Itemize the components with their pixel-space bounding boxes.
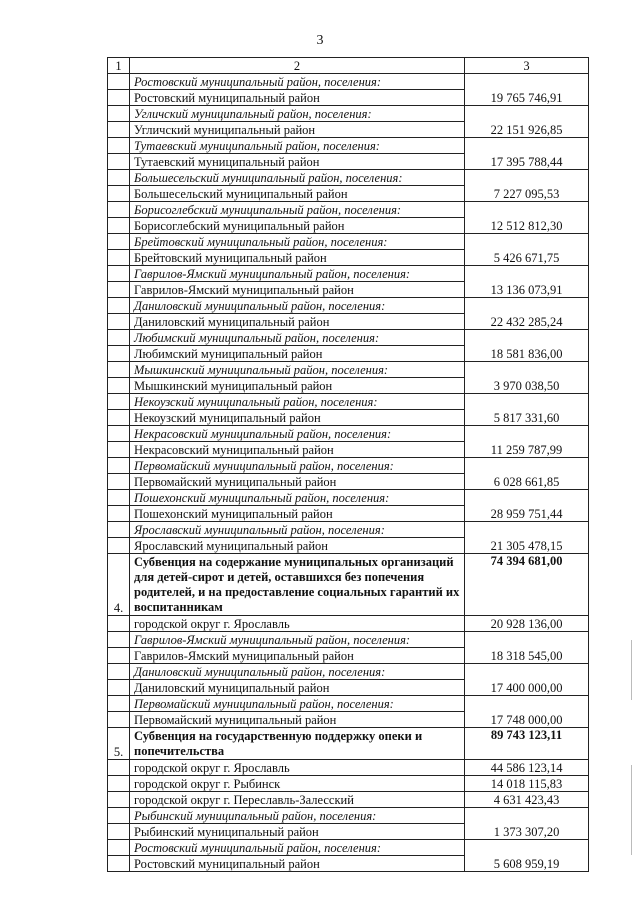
amount-cell bbox=[465, 632, 589, 648]
amount-cell: 14 018 115,83 bbox=[465, 776, 589, 792]
amount-cell bbox=[465, 138, 589, 154]
amount-cell: 89 743 123,11 bbox=[465, 728, 589, 760]
amount-cell bbox=[465, 808, 589, 824]
amount-cell: 13 136 073,91 bbox=[465, 282, 589, 298]
table-row bbox=[108, 442, 589, 458]
table-row bbox=[108, 186, 589, 202]
row-label: Любимский муниципальный район bbox=[130, 346, 465, 362]
amount-cell: 44 586 123,14 bbox=[465, 760, 589, 776]
row-number: 4. bbox=[108, 554, 130, 616]
table-row bbox=[108, 250, 589, 266]
table-row bbox=[108, 474, 589, 490]
section-row bbox=[108, 728, 589, 760]
subheading-label: Некрасовский муниципальный район, поселения: bbox=[130, 426, 465, 442]
subheading-label: Первомайский муниципальный район, поселения: bbox=[130, 696, 465, 712]
row-number bbox=[108, 330, 130, 346]
row-label: Рыбинский муниципальный район bbox=[130, 824, 465, 840]
row-label: Даниловский муниципальный район bbox=[130, 680, 465, 696]
row-label: Угличский муниципальный район bbox=[130, 122, 465, 138]
row-label: городской округ г. Ярославль bbox=[130, 616, 465, 632]
section-row bbox=[108, 554, 589, 616]
table-row bbox=[108, 680, 589, 696]
amount-cell bbox=[465, 394, 589, 410]
row-number bbox=[108, 760, 130, 776]
subheading-label: Некоузский муниципальный район, поселения: bbox=[130, 394, 465, 410]
amount-cell: 18 318 545,00 bbox=[465, 648, 589, 664]
amount-cell: 3 970 038,50 bbox=[465, 378, 589, 394]
row-number bbox=[108, 202, 130, 218]
amount-cell bbox=[465, 330, 589, 346]
row-label: Борисоглебский муниципальный район bbox=[130, 218, 465, 234]
row-number bbox=[108, 250, 130, 266]
row-number bbox=[108, 616, 130, 632]
subheading-label: Ростовский муниципальный район, поселения: bbox=[130, 840, 465, 856]
amount-cell: 21 305 478,15 bbox=[465, 538, 589, 554]
row-label: городской округ г. Ярославль bbox=[130, 760, 465, 776]
row-number bbox=[108, 90, 130, 106]
table-row bbox=[108, 282, 589, 298]
amount-cell bbox=[465, 234, 589, 250]
amount-cell bbox=[465, 106, 589, 122]
subheading-label: Пошехонский муниципальный район, поселения: bbox=[130, 490, 465, 506]
row-number bbox=[108, 282, 130, 298]
subheading-label: Даниловский муниципальный район, поселения: bbox=[130, 298, 465, 314]
row-number bbox=[108, 394, 130, 410]
row-label: Ростовский муниципальный район bbox=[130, 856, 465, 872]
row-number bbox=[108, 840, 130, 856]
table-row bbox=[108, 776, 589, 792]
subheading-label: Брейтовский муниципальный район, поселения: bbox=[130, 234, 465, 250]
row-label: Большесельский муниципальный район bbox=[130, 186, 465, 202]
row-number bbox=[108, 696, 130, 712]
row-number bbox=[108, 266, 130, 282]
row-label: Гаврилов-Ямский муниципальный район bbox=[130, 282, 465, 298]
amount-cell bbox=[465, 170, 589, 186]
row-number bbox=[108, 490, 130, 506]
amount-cell bbox=[465, 490, 589, 506]
header-col-2: 2 bbox=[130, 58, 465, 74]
amount-cell bbox=[465, 664, 589, 680]
header-col-3: 3 bbox=[465, 58, 589, 74]
amount-cell: 17 400 000,00 bbox=[465, 680, 589, 696]
row-label: Ростовский муниципальный район bbox=[130, 90, 465, 106]
table-row bbox=[108, 122, 589, 138]
table-row bbox=[108, 506, 589, 522]
table-row bbox=[108, 616, 589, 632]
subheading-row bbox=[108, 330, 589, 346]
table-row bbox=[108, 792, 589, 808]
table-row bbox=[108, 346, 589, 362]
row-number bbox=[108, 122, 130, 138]
scan-edge-mark bbox=[631, 765, 632, 855]
subheading-label: Гаврилов-Ямский муниципальный район, поселения: bbox=[130, 266, 465, 282]
row-number bbox=[108, 426, 130, 442]
amount-cell bbox=[465, 298, 589, 314]
table-row bbox=[108, 378, 589, 394]
row-number bbox=[108, 792, 130, 808]
table-row bbox=[108, 410, 589, 426]
row-label: городской округ г. Переславль-Залесский bbox=[130, 792, 465, 808]
amount-cell: 22 151 926,85 bbox=[465, 122, 589, 138]
amount-cell: 5 817 331,60 bbox=[465, 410, 589, 426]
amount-cell: 11 259 787,99 bbox=[465, 442, 589, 458]
subheading-row bbox=[108, 74, 589, 90]
subheading-row bbox=[108, 234, 589, 250]
amount-cell: 7 227 095,53 bbox=[465, 186, 589, 202]
subheading-row bbox=[108, 696, 589, 712]
row-number bbox=[108, 458, 130, 474]
table-row bbox=[108, 760, 589, 776]
row-number bbox=[108, 234, 130, 250]
amount-cell: 17 748 000,00 bbox=[465, 712, 589, 728]
subheading-row bbox=[108, 808, 589, 824]
amount-cell: 4 631 423,43 bbox=[465, 792, 589, 808]
subheading-row bbox=[108, 522, 589, 538]
row-label: Брейтовский муниципальный район bbox=[130, 250, 465, 266]
row-label: Даниловский муниципальный район bbox=[130, 314, 465, 330]
table-row bbox=[108, 856, 589, 872]
row-number bbox=[108, 314, 130, 330]
row-number bbox=[108, 664, 130, 680]
subheading-row bbox=[108, 170, 589, 186]
subheading-row bbox=[108, 490, 589, 506]
amount-cell: 12 512 812,30 bbox=[465, 218, 589, 234]
amount-cell bbox=[465, 696, 589, 712]
row-number bbox=[108, 362, 130, 378]
amount-cell bbox=[465, 266, 589, 282]
subheading-row bbox=[108, 266, 589, 282]
row-number bbox=[108, 170, 130, 186]
subheading-row bbox=[108, 632, 589, 648]
row-number bbox=[108, 538, 130, 554]
subheading-label: Борисоглебский муниципальный район, поселения: bbox=[130, 202, 465, 218]
row-number bbox=[108, 378, 130, 394]
subheading-row bbox=[108, 138, 589, 154]
subheading-row bbox=[108, 298, 589, 314]
row-number: 5. bbox=[108, 728, 130, 760]
subheading-label: Гаврилов-Ямский муниципальный район, поселения: bbox=[130, 632, 465, 648]
header-col-1: 1 bbox=[108, 58, 130, 74]
amount-cell bbox=[465, 362, 589, 378]
row-number bbox=[108, 632, 130, 648]
row-number bbox=[108, 346, 130, 362]
subheading-row bbox=[108, 394, 589, 410]
subheading-label: Ярославский муниципальный район, поселения: bbox=[130, 522, 465, 538]
subheading-row bbox=[108, 458, 589, 474]
row-number bbox=[108, 648, 130, 664]
row-label: Субвенция на содержание муниципальных организаций для детей-сирот и детей, оставшихся без попечения родителей, и на предоставление социальных гарантий их воспитанникам bbox=[130, 554, 465, 616]
row-label: Тутаевский муниципальный район bbox=[130, 154, 465, 170]
subheading-row bbox=[108, 664, 589, 680]
scan-edge-mark bbox=[631, 640, 632, 700]
subheading-row bbox=[108, 840, 589, 856]
amount-cell: 1 373 307,20 bbox=[465, 824, 589, 840]
row-label: Первомайский муниципальный район bbox=[130, 474, 465, 490]
table-body bbox=[108, 74, 589, 872]
subheading-label: Ростовский муниципальный район, поселения: bbox=[130, 74, 465, 90]
subheading-row bbox=[108, 362, 589, 378]
row-label: Субвенция на государственную поддержку опеки и попечительства bbox=[130, 728, 465, 760]
row-label: Первомайский муниципальный район bbox=[130, 712, 465, 728]
amount-cell bbox=[465, 458, 589, 474]
row-label: Ярославский муниципальный район bbox=[130, 538, 465, 554]
table-row bbox=[108, 154, 589, 170]
amount-cell: 5 426 671,75 bbox=[465, 250, 589, 266]
amount-cell bbox=[465, 522, 589, 538]
table-row bbox=[108, 314, 589, 330]
row-label: Мышкинский муниципальный район bbox=[130, 378, 465, 394]
row-number bbox=[108, 680, 130, 696]
subheading-label: Тутаевский муниципальный район, поселения: bbox=[130, 138, 465, 154]
row-number bbox=[108, 74, 130, 90]
subheading-label: Первомайский муниципальный район, поселения: bbox=[130, 458, 465, 474]
subheading-label: Даниловский муниципальный район, поселения: bbox=[130, 664, 465, 680]
subheading-label: Угличский муниципальный район, поселения: bbox=[130, 106, 465, 122]
amount-cell: 28 959 751,44 bbox=[465, 506, 589, 522]
row-number bbox=[108, 474, 130, 490]
row-label: Пошехонский муниципальный район bbox=[130, 506, 465, 522]
subheading-label: Рыбинский муниципальный район, поселения: bbox=[130, 808, 465, 824]
row-number bbox=[108, 154, 130, 170]
row-number bbox=[108, 298, 130, 314]
amount-cell: 18 581 836,00 bbox=[465, 346, 589, 362]
amount-cell: 22 432 285,24 bbox=[465, 314, 589, 330]
subheading-row bbox=[108, 202, 589, 218]
row-label: Гаврилов-Ямский муниципальный район bbox=[130, 648, 465, 664]
amount-cell: 6 028 661,85 bbox=[465, 474, 589, 490]
row-number bbox=[108, 712, 130, 728]
row-number bbox=[108, 856, 130, 872]
amount-cell: 74 394 681,00 bbox=[465, 554, 589, 616]
budget-table bbox=[107, 57, 589, 872]
row-number bbox=[108, 410, 130, 426]
row-number bbox=[108, 522, 130, 538]
table-row bbox=[108, 712, 589, 728]
amount-cell: 19 765 746,91 bbox=[465, 90, 589, 106]
row-number bbox=[108, 186, 130, 202]
row-number bbox=[108, 824, 130, 840]
row-label: Некоузский муниципальный район bbox=[130, 410, 465, 426]
table-row bbox=[108, 648, 589, 664]
page-number: 3 bbox=[316, 33, 324, 48]
row-number bbox=[108, 218, 130, 234]
table-row bbox=[108, 538, 589, 554]
subheading-row bbox=[108, 106, 589, 122]
table-header-row bbox=[108, 58, 589, 74]
subheading-row bbox=[108, 426, 589, 442]
amount-cell: 20 928 136,00 bbox=[465, 616, 589, 632]
row-number bbox=[108, 138, 130, 154]
amount-cell bbox=[465, 840, 589, 856]
table-row bbox=[108, 90, 589, 106]
row-label: городской округ г. Рыбинск bbox=[130, 776, 465, 792]
table-row bbox=[108, 824, 589, 840]
row-number bbox=[108, 506, 130, 522]
subheading-label: Мышкинский муниципальный район, поселения: bbox=[130, 362, 465, 378]
subheading-label: Любимский муниципальный район, поселения: bbox=[130, 330, 465, 346]
amount-cell: 5 608 959,19 bbox=[465, 856, 589, 872]
row-label: Некрасовский муниципальный район bbox=[130, 442, 465, 458]
row-number bbox=[108, 776, 130, 792]
row-number bbox=[108, 808, 130, 824]
amount-cell bbox=[465, 74, 589, 90]
row-number bbox=[108, 442, 130, 458]
amount-cell: 17 395 788,44 bbox=[465, 154, 589, 170]
amount-cell bbox=[465, 202, 589, 218]
subheading-label: Большесельский муниципальный район, поселения: bbox=[130, 170, 465, 186]
row-number bbox=[108, 106, 130, 122]
amount-cell bbox=[465, 426, 589, 442]
table-row bbox=[108, 218, 589, 234]
